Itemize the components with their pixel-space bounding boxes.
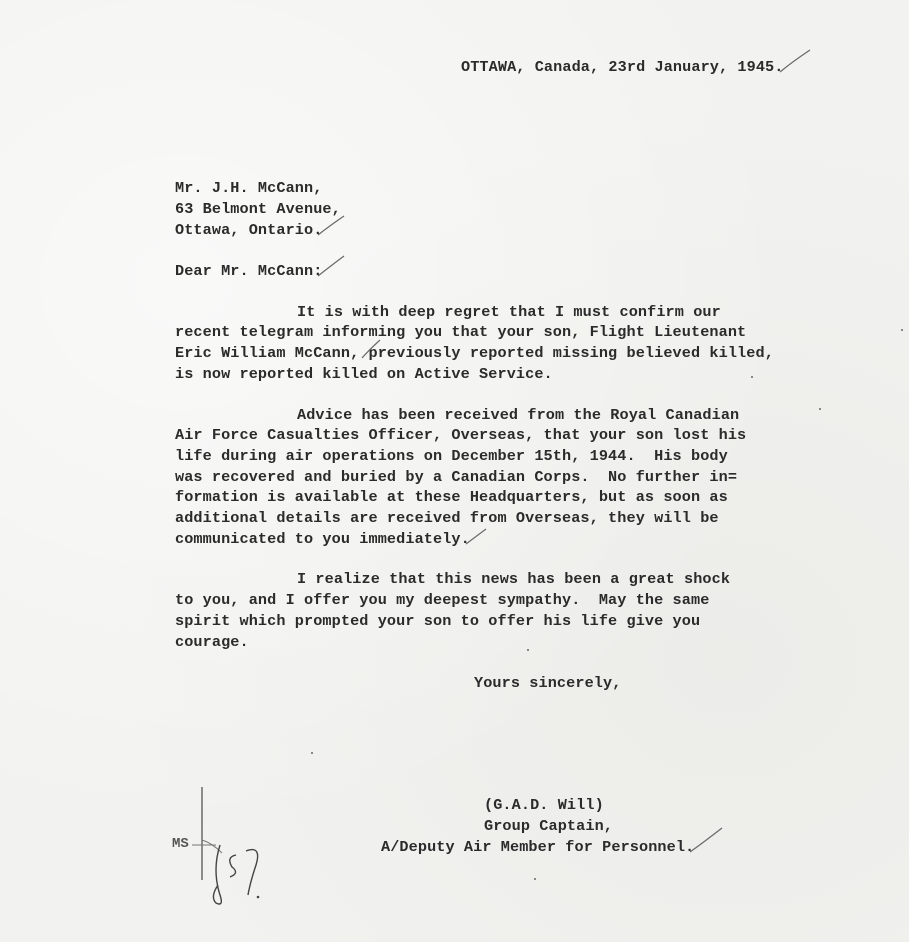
checkmark-tick-icon — [360, 338, 382, 360]
signatory-title-text: A/Deputy Air Member for Personnel. — [381, 838, 695, 856]
scan-speck — [751, 376, 753, 378]
salutation — [175, 261, 344, 282]
paragraph-2-line-4: was recovered and buried by a Canadian Corps. No further in= — [175, 468, 738, 486]
checkmark-tick-icon — [470, 529, 492, 543]
checkmark-tick-icon — [322, 220, 344, 234]
handwritten-initials-icon — [190, 785, 270, 910]
paragraph-3-line-1: I realize that this news has been a great shock — [297, 570, 731, 588]
scan-speck — [311, 752, 313, 754]
recipient-city — [175, 220, 344, 241]
salutation-text: Dear Mr. McCann: — [175, 262, 323, 280]
scan-speck — [819, 408, 821, 410]
scan-speck — [534, 878, 536, 880]
recipient-name: Mr. J.H. McCann, — [175, 179, 323, 197]
paragraph-2-line-5: formation is available at these Headquarters, but as soon as — [175, 488, 728, 506]
signatory-title — [381, 837, 716, 858]
recipient-city-text: Ottawa, Ontario. — [175, 221, 323, 239]
paragraph-2-line-3: life during air operations on December 15th, 1944. His body — [175, 447, 728, 465]
signatory-name: (G.A.D. Will) — [484, 796, 604, 814]
paragraph-3-line-3: spirit which prompted your son to offer his life give you — [175, 612, 701, 630]
paragraph-2-line-7 — [175, 529, 492, 550]
checkmark-tick-icon — [784, 57, 806, 71]
signatory-rank: Group Captain, — [484, 817, 613, 835]
paragraph-1-line-4: is now reported killed on Active Service. — [175, 365, 553, 383]
paragraph-2-line-2: Air Force Casualties Officer, Overseas, that your son lost his — [175, 426, 747, 444]
paragraph-1-line-2: recent telegram informing you that your son, Flight Lieutenant — [175, 323, 747, 341]
paragraph-1-line-1: It is with deep regret that I must confirm our — [297, 303, 721, 321]
scan-speck — [527, 649, 529, 651]
typist-initials: MS — [172, 836, 189, 852]
recipient-street: 63 Belmont Avenue, — [175, 200, 341, 218]
paragraph-3-line-2: to you, and I offer you my deepest sympathy. May the same — [175, 591, 710, 609]
checkmark-tick-icon — [694, 837, 716, 851]
closing: Yours sincerely, — [474, 674, 622, 692]
paragraph-2-line-1: Advice has been received from the Royal Canadian — [297, 406, 740, 424]
scan-speck — [901, 329, 903, 331]
paragraph-2-line-7-text: communicated to you immediately. — [175, 530, 470, 548]
checkmark-tick-icon — [322, 261, 344, 275]
paragraph-2-line-6: additional details are received from Overseas, they will be — [175, 509, 719, 527]
dateline-text: OTTAWA, Canada, 23rd January, 1945. — [461, 58, 784, 76]
paragraph-3-line-4: courage. — [175, 633, 249, 651]
paragraph-1-line-3: Eric William McCann, previously reported missing believed killed, — [175, 344, 774, 362]
dateline — [461, 57, 806, 78]
